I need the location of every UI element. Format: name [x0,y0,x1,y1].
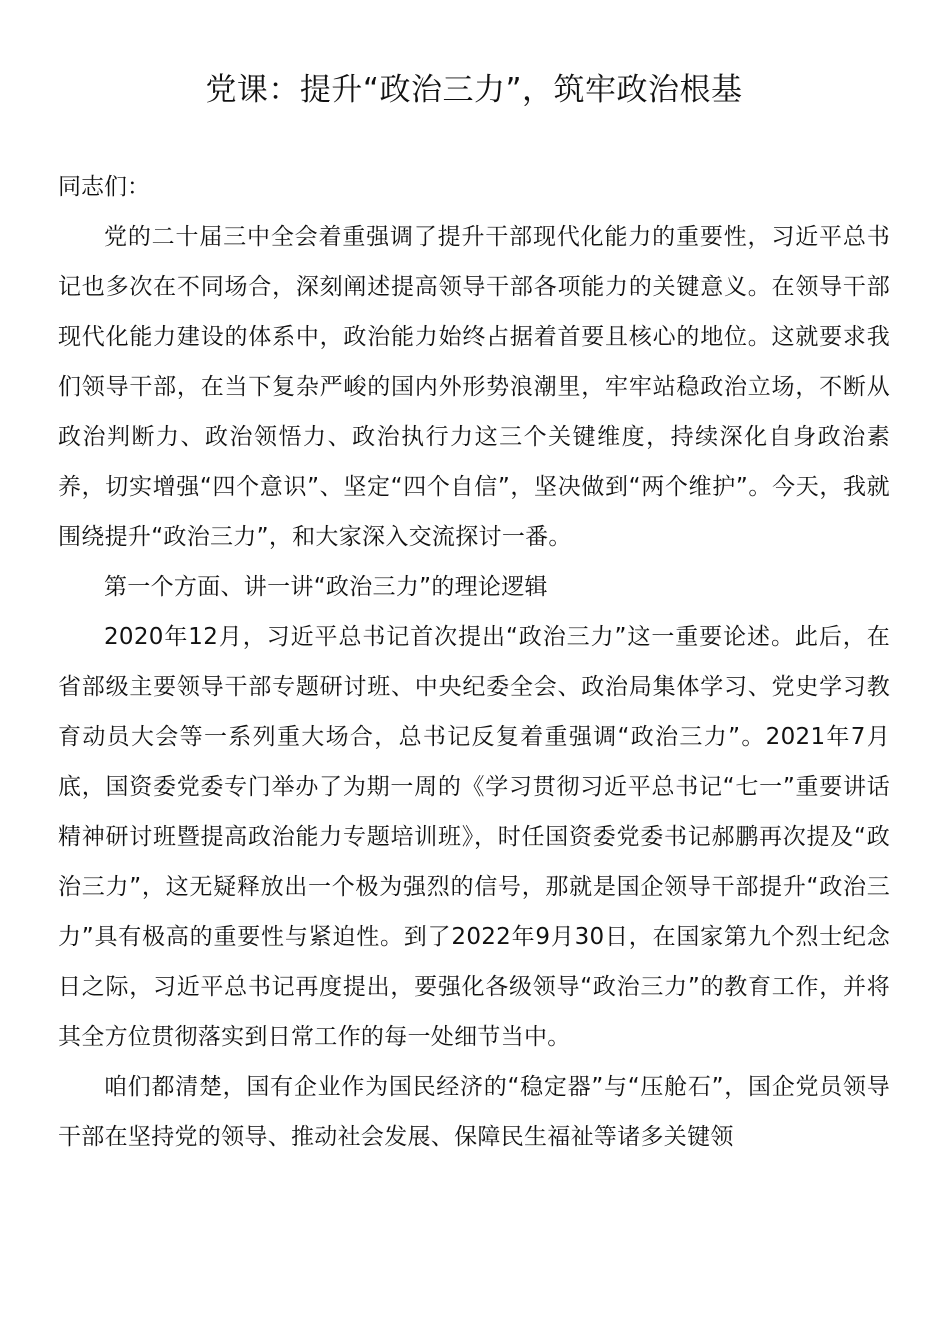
document-title: 党课：提升“政治三力”，筑牢政治根基 [205,72,743,108]
paragraph-intro: 党的二十届三中全会着重强调了提升干部现代化能力的重要性，习近平总书记也多次在不同场合，深刻阐述提高领导干部各项能力的关键意义。在领导干部现代化能力建设的体系中，政治能力始终占据着首要且核心的地位。这就要求我们领导干部，在当下复杂严峻的国内外形势浪潮里，牢牢站稳政治立场，不断从政治判断力、政治领悟力、政治执行力这三个关键维度，持续深化自身政治素养，切实增强“四个意识”、坚定“四个自信”，坚决做到“两个维护”。今天，我就围绕提升“政治三力”，和大家深入交流探讨一番。 [58,224,890,550]
section-heading-1: 第一个方面、讲一讲“政治三力”的理论逻辑 [104,574,548,600]
paragraph-soe: 咱们都清楚，国有企业作为国民经济的“稳定器”与“压舱石”，国企党员领导干部在坚持党的领导、推动社会发展、保障民生福祉等诸多关键领 [58,1074,890,1150]
salutation: 同志们： [58,174,150,200]
paragraph-theory: 2020年12月，习近平总书记首次提出“政治三力”这一重要论述。此后，在省部级主要领导干部专题研讨班、中央纪委全会、政治局集体学习、党史学习教育动员大会等一系列重大场合，总书记反复着重强调“政治三力”。2021年7月底，国资委党委专门举办了为期一周的《学习贯彻习近平总书记“七一”重要讲话精神研讨班暨提高政治能力专题培训班》，时任国资委党委书记郝鹏再次提及“政治三力”，这无疑释放出一个极为强烈的信号，那就是国企领导干部提升“政治三力”具有极高的重要性与紧迫性。到了2022年9月30日，在国家第九个烈士纪念日之际，习近平总书记再度提出，要强化各级领导“政治三力”的教育工作，并将其全方位贯彻落实到日常工作的每一处细节当中。 [58,624,890,1050]
